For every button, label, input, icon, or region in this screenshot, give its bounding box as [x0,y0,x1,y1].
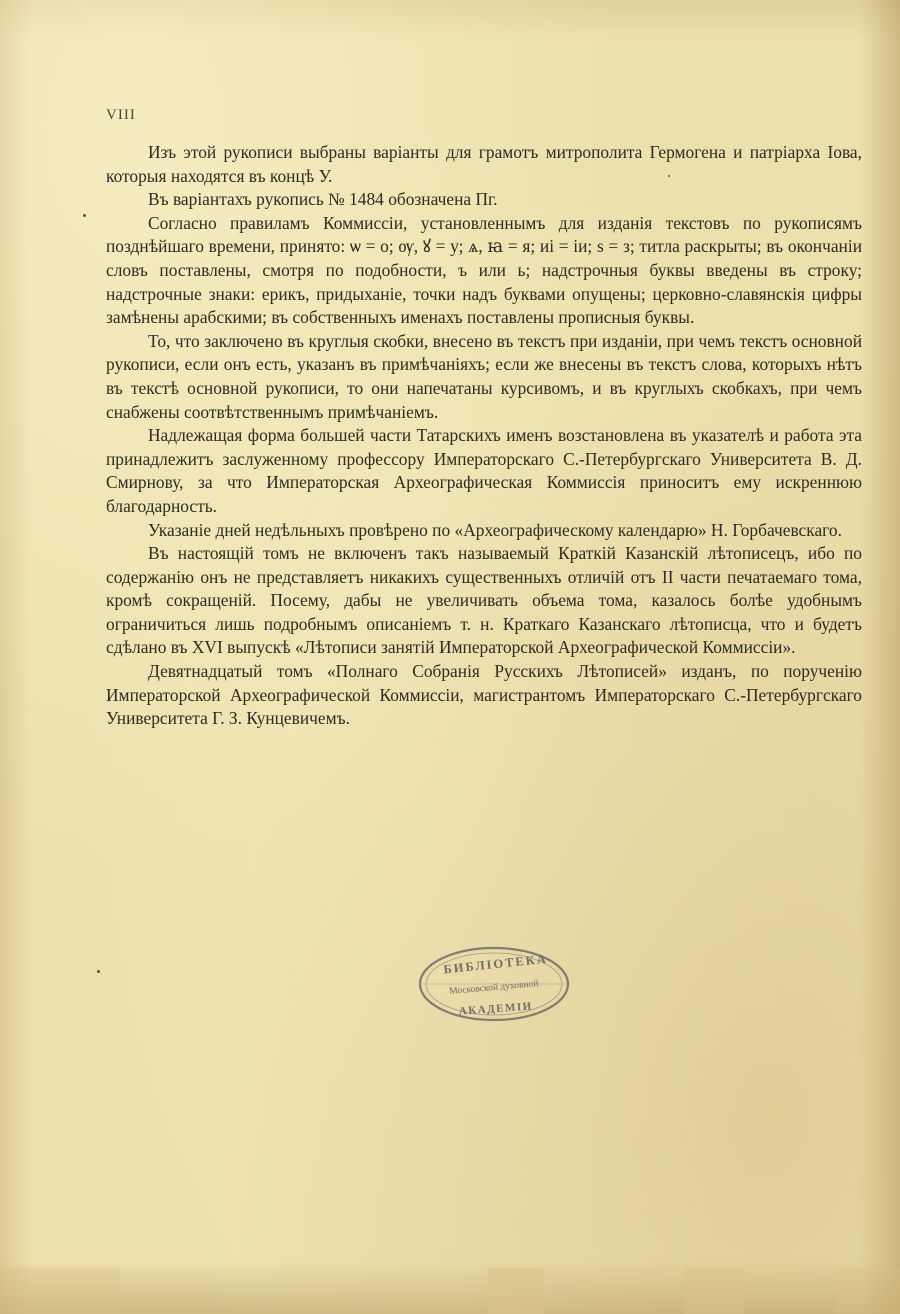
ink-speck [97,970,100,973]
library-stamp [416,944,572,1024]
paragraph-short-chronicle: Въ настоящій томъ не включенъ такъ называемый Краткій Казанскій лѣтописецъ, ибо по содержанію онъ не представляетъ никакихъ существенныхъ отличій отъ II части печатаемаго тома, кромѣ сокращеній. Посему, дабы не увеличивать объема тома, казалось болѣе удобнымъ ограничиться лишь подробнымъ описаніемъ т. н. Краткаго Казанскаго лѣтописца, что и будетъ сдѣлано въ XVI выпускѣ «Лѣтописи занятій Императорской Археографической Коммиссіи». [106,543,862,658]
paragraph-editorial-rules: Согласно правиламъ Коммиссіи, установленнымъ для изданія текстовъ по рукописямъ позднѣйшаго времени, принято: ѡ = о; ѹ, ꙋ = у; ѧ, ꙗ = я; иі = іи; ѕ = з; титла раскрыты; въ окончаніи словъ поставлены, смотря по подобности, ъ или ь; надстрочныя буквы введены въ строку; надстрочные знаки: ерикъ, придыханіе, точки надъ буквами опущены; церковно-славянскія цифры замѣнены арабскими; въ собственныхъ именахъ поставлены прописныя буквы. [106,212,862,328]
paragraph-tatar-names: Надлежащая форма большей части Татарскихъ именъ возстановлена въ указателѣ и работа эта принадлежитъ заслуженному профессору Императорскаго С.-Петербургскаго Университета В. Д. Смирнову, за что Императорская Археографическая Коммиссія приноситъ ему искреннюю благодарность. [106,425,862,516]
paper-edge-strip [0,1268,120,1314]
page-number: VIII [106,107,136,123]
ink-speck [83,214,86,217]
paper-edge-strip [684,1268,744,1314]
paragraph-manuscript-label: Въ варіантахъ рукопись № 1484 обозначена Пг. [148,189,498,210]
paper-edge-strip [836,1268,900,1314]
paragraph-brackets-note: То, что заключено въ круглыя скобки, внесено въ текстъ при изданіи, при чемъ текстъ основной рукописи, если онъ есть, указанъ въ примѣчаніяхъ; если же внесены въ текстъ слова, которыхъ нѣтъ въ текстѣ основной рукописи, то они напечатаны курсивомъ, и въ круглыхъ скобкахъ, при чемъ снабжены соотвѣтственнымъ примѣчаніемъ. [106,330,862,422]
stamp-middle-text: Московской духовной [448,979,539,997]
paragraph-variants-source: Изъ этой рукописи выбраны варіанты для грамотъ митрополита Гермогена и патріарха Іова, которыя находятся въ концѣ У. [106,142,862,186]
paragraph-weekdays: Указаніе дней недѣльныхъ провѣрено по «Археографическому календарю» Н. Горбачевскаго. [148,519,842,540]
paragraph-editor-credit: Девятнадцатый томъ «Полнаго Собранія Русскихъ Лѣтописей» изданъ, по порученію Императорской Археографической Коммиссіи, магистрантомъ Императорскаго С.-Петербургскаго Университета Г. З. Кунцевичемъ. [106,661,862,729]
paper-edge-strip [488,1268,544,1314]
stamp-bottom-text: АКАДЕМІИ [458,1000,534,1018]
stamp-top-text: БИБЛІОТЕКА [442,951,549,977]
body-text [106,141,862,731]
